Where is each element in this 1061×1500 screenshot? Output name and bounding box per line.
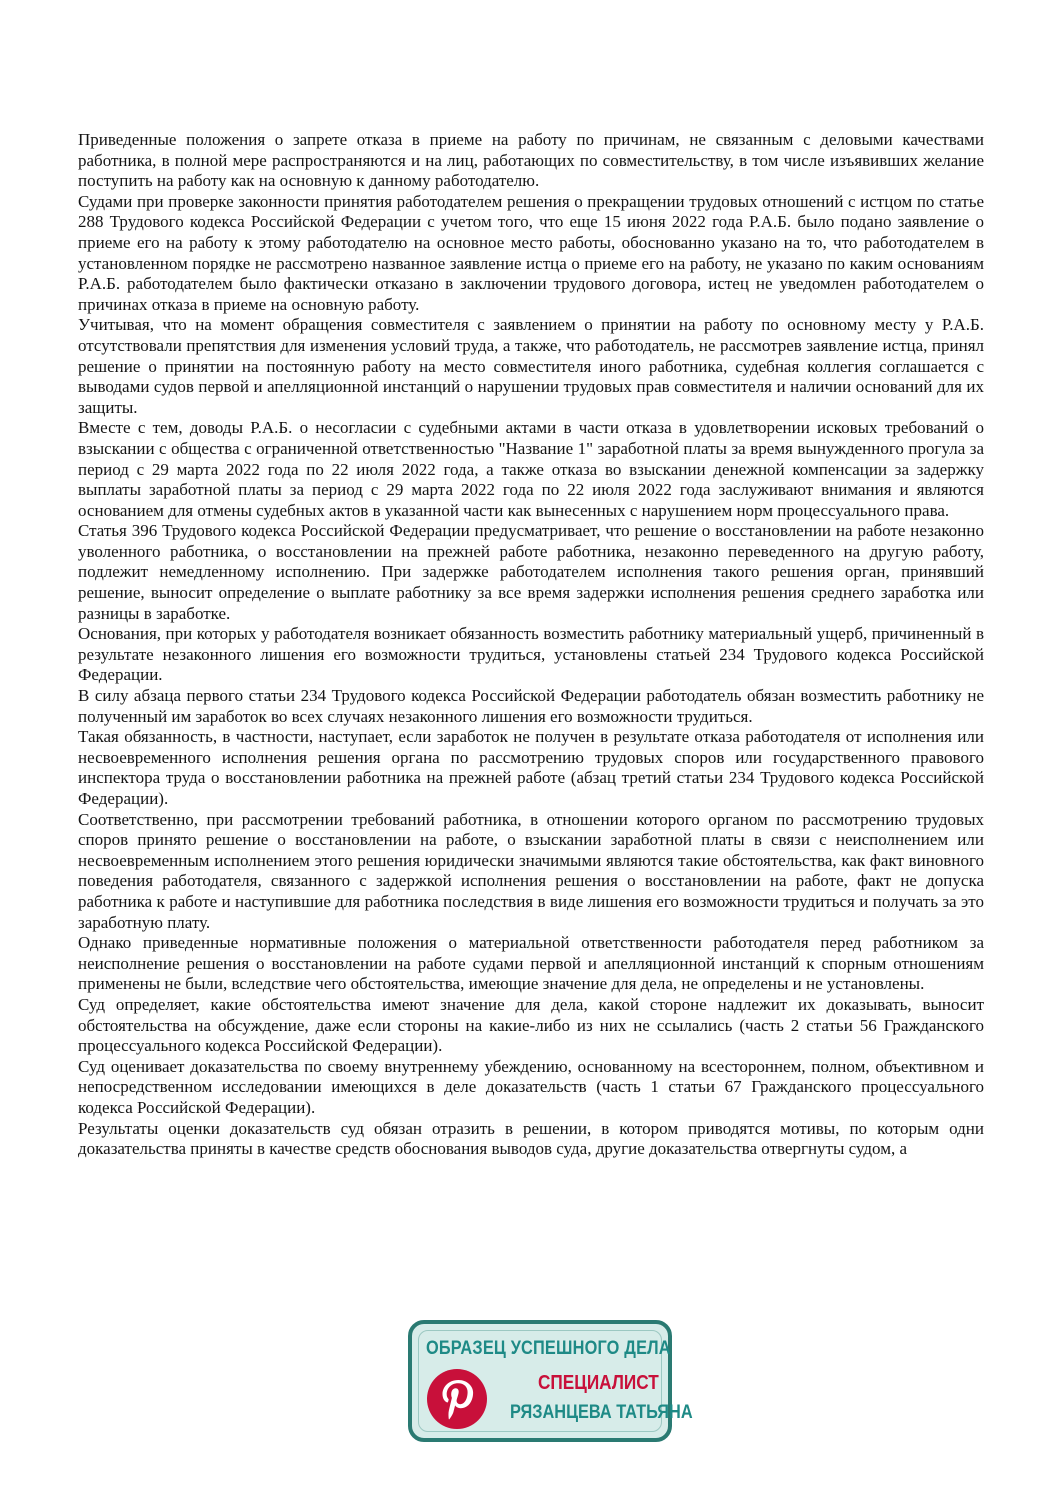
paragraph: Суд определяет, какие обстоятельства имеют значение для дела, какой стороне надлежит их доказывать, выносит обстоятельства на обсуждение, даже если стороны на какие-либо из них не ссылались (часть 2 статьи 56 Гражданского процессуального кодекса Российской Федерации). bbox=[78, 994, 984, 1056]
paragraph: Суд оценивает доказательства по своему внутреннему убеждению, основанному на всестороннем, полном, объективном и непосредственном исследовании имеющихся в деле доказательств (часть 1 статьи 67 Гражданского процессуального кодекса Российской Федерации). bbox=[78, 1056, 984, 1117]
paragraph: Вместе с тем, доводы Р.А.Б. о несогласии с судебными актами в части отказа в удовлетворении исковых требований о взыскании с общества с ограниченной ответственностью "Название 1" заработной платы за время вынужденного прогула за период с 29 марта 2022 года по 22 июля 2022 года, а также отказа во взыскании денежной компенсации за задержку выплаты заработной платы за период с 29 марта 2022 года по 22 июля 2022 года заслуживают внимания и являются основанием для отмены судебных актов в указанной части как вынесенных с нарушением норм процессуального права. bbox=[78, 418, 984, 520]
stamp-title: ОБРАЗЕЦ УСПЕШНОГО ДЕЛА bbox=[426, 1338, 671, 1359]
stamp-name: РЯЗАНЦЕВА ТАТЬЯНА bbox=[510, 1402, 693, 1423]
pinterest-icon bbox=[426, 1368, 488, 1430]
document-body bbox=[78, 130, 984, 1160]
watermark-stamp bbox=[408, 1320, 693, 1442]
stamp-subtitle: СПЕЦИАЛИСТ bbox=[538, 1372, 659, 1394]
paragraph: Статья 396 Трудового кодекса Российской Федерации предусматривает, что решение о восстановлении на работе незаконно уволенного работника, о восстановлении на прежней работе работника, незаконно переведенного на другую работу, подлежит немедленному исполнению. При задержке работодателем исполнения такого решения орган, принявший решение, выносит определение о выплате работнику за все время задержки исполнения решения среднего заработка или разницы в заработке. bbox=[78, 521, 984, 623]
paragraph: Основания, при которых у работодателя возникает обязанность возместить работнику материальный ущерб, причиненный в результате незаконного лишения его возможности трудиться, установлены статьей 234 Трудового кодекса Российской Федерации. bbox=[78, 624, 984, 685]
paragraph: Судами при проверке законности принятия работодателем решения о прекращении трудовых отношений с истцом по статье 288 Трудового кодекса Российской Федерации с учетом того, что еще 15 июня 2022 года Р.А.Б. было подано заявление о приеме его на работу к этому работодателю на основное место работы, обоснованно указано на то, что работодателем в установленном порядке не рассмотрено названное заявление истца о приеме его на работу, не указано по каким основаниям Р.А.Б. работодателем было фактически отказано в заключении трудового договора, истец не уведомлен работодателем о причинах отказа в приеме на основную работу. bbox=[78, 191, 984, 314]
paragraph: Однако приведенные нормативные положения о материальной ответственности работодателя перед работником за неисполнение решения о восстановлении на работе судами первой и апелляционной инстанций к спорным отношениям применены не были, вследствие чего обстоятельства, имеющие значение для дела, не определены и не установлены. bbox=[78, 933, 984, 994]
paragraph: Результаты оценки доказательств суд обязан отразить в решении, в котором приводятся мотивы, по которым одни доказательства приняты в качестве средств обоснования выводов суда, другие доказательства отвергнуты судом, а bbox=[78, 1118, 984, 1159]
paragraph: Учитывая, что на момент обращения совместителя с заявлением о принятии на работу по основному месту у Р.А.Б. отсутствовали препятствия для изменения условий труда, а также, что работодатель, не рассмотрев заявление истца, принял решение о принятии на постоянную работу на место совместителя иного работника, судебная коллегия соглашается с выводами судов первой и апелляционной инстанций о нарушении трудовых прав совместителя и наличии оснований для их защиты. bbox=[78, 315, 984, 417]
paragraph: В силу абзаца первого статьи 234 Трудового кодекса Российской Федерации работодатель обязан возместить работнику не полученный им заработок во всех случаях незаконного лишения его возможности трудиться. bbox=[78, 686, 984, 726]
paragraph: Такая обязанность, в частности, наступает, если заработок не получен в результате отказа работодателя от исполнения или несвоевременного исполнения решения органа по рассмотрению трудовых споров или государственного правового инспектора труда о восстановлении работника на прежней работе (абзац третий статьи 234 Трудового кодекса Российской Федерации). bbox=[78, 727, 984, 808]
paragraph: Приведенные положения о запрете отказа в приеме на работу по причинам, не связанным с деловыми качествами работника, в полной мере распространяются и на лиц, работающих по совместительству, в том числе изъявивших желание поступить на работу как на основную к данному работодателю. bbox=[78, 130, 984, 191]
paragraph: Соответственно, при рассмотрении требований работника, в отношении которого органом по рассмотрению трудовых споров принято решение о восстановлении на работе, о взыскании заработной платы в связи с неисполнением или несвоевременным исполнением этого решения юридически значимыми являются такие обстоятельства, как факт виновного поведения работодателя, связанного с задержкой исполнения решения о восстановлении на работе, факт не допуска работника к работе и наступившие для работника последствия в виде лишения его возможности трудиться и получать за это заработную плату. bbox=[78, 809, 984, 932]
